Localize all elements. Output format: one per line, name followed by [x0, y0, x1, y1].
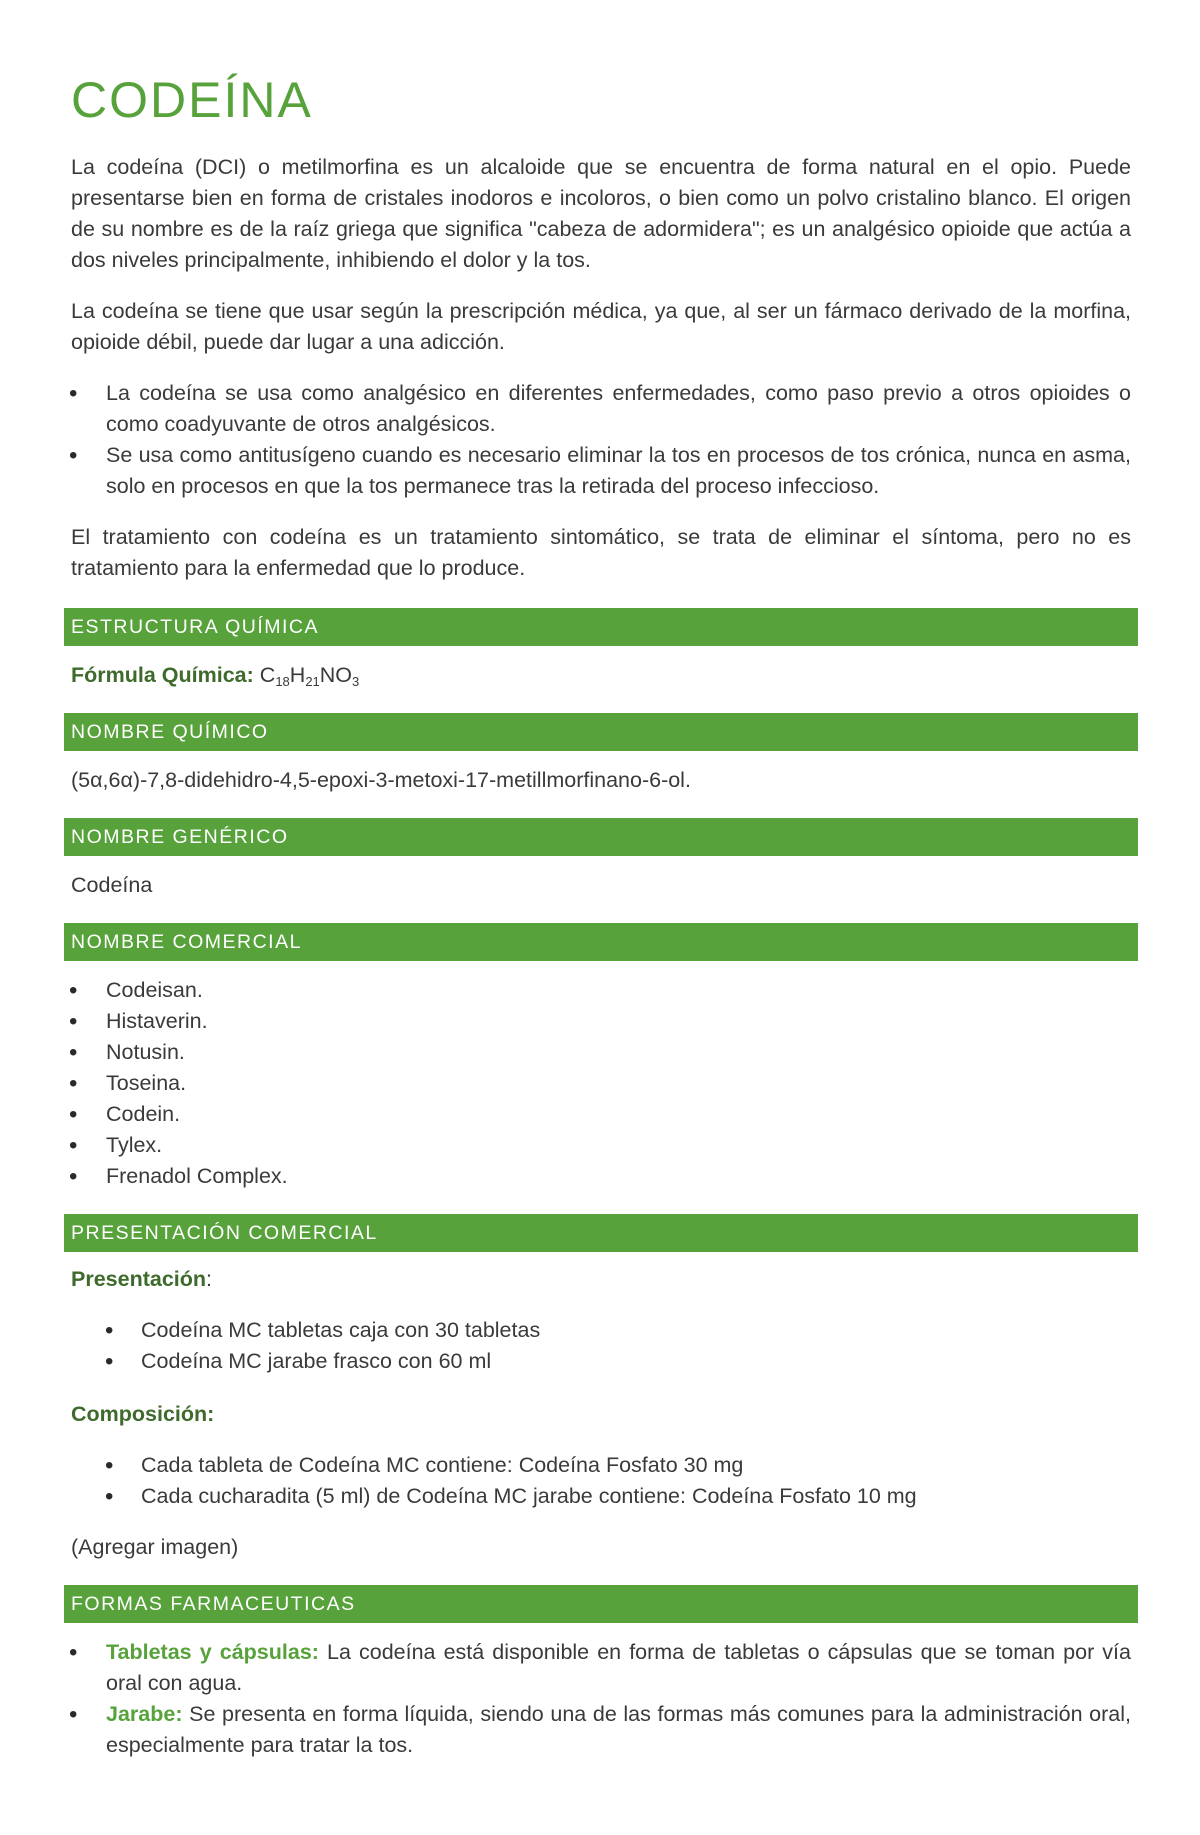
list-item: • Tylex. — [64, 1130, 1138, 1161]
list-item: • Codein. — [64, 1099, 1138, 1130]
nombre-quimico-text: (5α,6α)-7,8-didehidro-4,5-epoxi-3-metoxi-17-metillmorfinano-6-ol. — [71, 768, 691, 792]
presentacion-heading: Presentación: — [71, 1267, 213, 1291]
list-item: • Se usa como antitusígeno cuando es necesario eliminar la tos en procesos de tos crónica, nunca en asma, solo en procesos en que la tos permanece tras la retirada del proceso infeccioso. — [64, 440, 1138, 502]
list-item: • Codeína MC jarabe frasco con 60 ml — [64, 1346, 1138, 1377]
section-heading-nombre-quimico: NOMBRE QUÍMICO — [64, 713, 1138, 751]
list-item: • Notusin. — [64, 1037, 1138, 1068]
intro-paragraph-1: La codeína (DCI) o metilmorfina es un alcaloide que se encuentra de forma natural en el opio. Puede presentarse bien en forma de cristales inodoros e incoloros, o bien como un polvo cristalino blanco. El origen de su nombre es de la raíz griega que significa "cabeza de adormidera"; es un analgésico opioide que actúa a dos niveles principalmente, inhibiendo el dolor y la tos. — [71, 155, 1131, 272]
list-item: • Frenadol Complex. — [64, 1161, 1138, 1192]
formas-list — [64, 1637, 1138, 1761]
list-item: • Codeína MC tabletas caja con 30 tabletas — [64, 1315, 1138, 1346]
composicion-heading: Composición: — [71, 1402, 215, 1426]
intro-paragraph-2: La codeína se tiene que usar según la prescripción médica, ya que, al ser un fármaco derivado de la morfina, opioide débil, puede dar lugar a una adicción. — [71, 299, 1131, 354]
section-heading-nombre-generico: NOMBRE GENÉRICO — [64, 818, 1138, 856]
formula-label: Fórmula Química: — [71, 663, 254, 687]
page-title: CODEÍNA — [71, 72, 313, 128]
intro-paragraph-3: El tratamiento con codeína es un tratamiento sintomático, se trata de eliminar el síntoma, pero no es tratamiento para la enfermedad que lo produce. — [71, 525, 1131, 580]
list-item: • Codeisan. — [64, 975, 1138, 1006]
list-item: • Jarabe: Se presenta en forma líquida, siendo una de las formas más comunes para la administración oral, especialmente para tratar la tos. — [64, 1699, 1138, 1761]
uses-list — [64, 378, 1138, 502]
list-item: • La codeína se usa como analgésico en diferentes enfermedades, como paso previo a otros opioides o como coadyuvante de otros analgésicos. — [64, 378, 1138, 440]
section-heading-nombre-comercial: NOMBRE COMERCIAL — [64, 923, 1138, 961]
document-page — [64, 0, 1138, 1761]
formula-line — [64, 660, 1138, 691]
image-placeholder-text: (Agregar imagen) — [71, 1535, 239, 1559]
formula-value: $C_{18}H_{21}NO_3$ — [259, 663, 360, 689]
section-heading-presentacion: PRESENTACIÓN COMERCIAL — [64, 1214, 1138, 1252]
section-heading-formas: FORMAS FARMACEUTICAS — [64, 1585, 1138, 1623]
section-heading-estructura: ESTRUCTURA QUÍMICA — [64, 608, 1138, 646]
brand-list — [64, 975, 1138, 1192]
list-item: • Cada tableta de Codeína MC contiene: Codeína Fosfato 30 mg — [64, 1450, 1138, 1481]
nombre-generico-text: Codeína — [71, 873, 153, 897]
composicion-list — [64, 1450, 1138, 1512]
list-item: • Tabletas y cápsulas: La codeína está disponible en forma de tabletas o cápsulas que se toman por vía oral con agua. — [64, 1637, 1138, 1699]
presentacion-list — [64, 1315, 1138, 1377]
list-item: • Toseina. — [64, 1068, 1138, 1099]
list-item: • Histaverin. — [64, 1006, 1138, 1037]
list-item: • Cada cucharadita (5 ml) de Codeína MC jarabe contiene: Codeína Fosfato 10 mg — [64, 1481, 1138, 1512]
